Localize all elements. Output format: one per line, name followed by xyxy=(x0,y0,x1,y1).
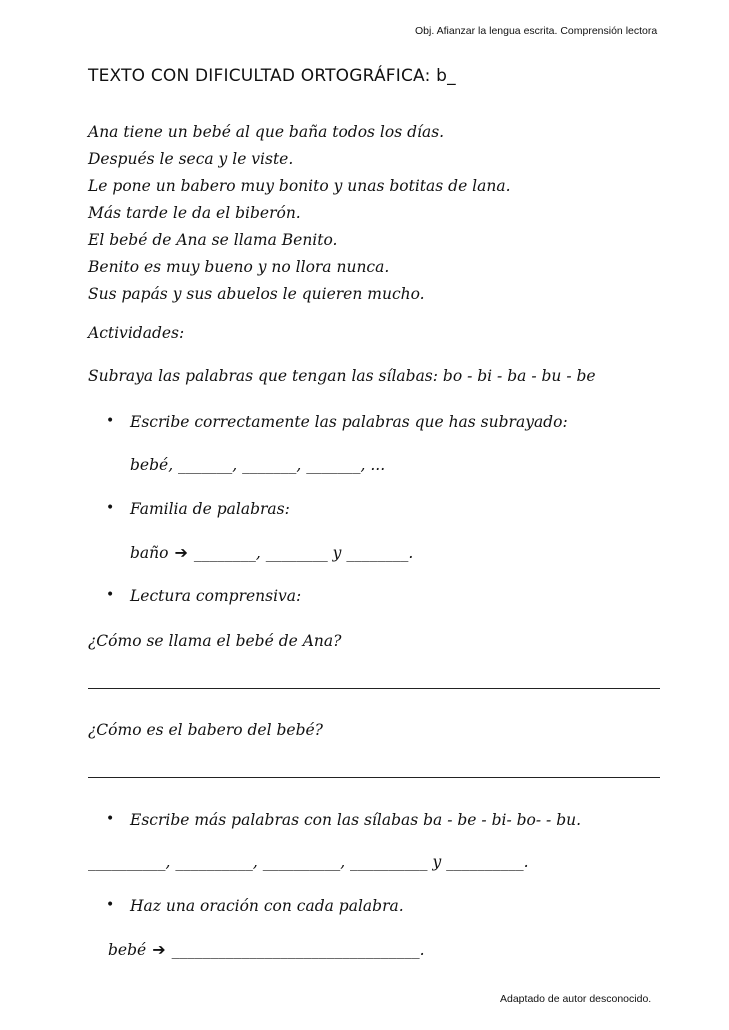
answer-line-2 xyxy=(88,777,660,778)
story-line: Ana tiene un bebé al que baña todos los días. xyxy=(88,123,445,141)
story-line: El bebé de Ana se llama Benito. xyxy=(88,231,338,249)
footer-credit: Adaptado de autor desconocido. xyxy=(500,993,652,1005)
answer-line-underlined-words: bebé, _______, _______, _______, ... xyxy=(130,456,386,474)
activities-heading: Actividades: xyxy=(88,324,185,342)
question-2: ¿Cómo es el babero del bebé? xyxy=(88,721,323,739)
header-objective: Obj. Afianzar la lengua escrita. Comprensión lectora xyxy=(415,25,658,37)
sentence-word: bebé xyxy=(108,941,147,959)
answer-line-1 xyxy=(88,688,660,689)
story-line: Más tarde le da el biberón. xyxy=(88,204,301,222)
sentence-row xyxy=(108,940,425,959)
bullet-make-sentence: • Haz una oración con cada palabra. xyxy=(130,897,404,915)
bullet-write-correctly: • Escribe correctamente las palabras que has subrayado: xyxy=(130,413,568,431)
word-family-row xyxy=(130,543,413,562)
underline-instruction: Subraya las palabras que tengan las sílabas: bo - bi - ba - bu - be xyxy=(88,367,596,385)
story-line: Le pone un babero muy bonito y unas botitas de lana. xyxy=(88,177,511,195)
story-line: Después le seca y le viste. xyxy=(88,150,294,168)
page-title: TEXTO CON DIFICULTAD ORTOGRÁFICA: b_ xyxy=(88,66,456,86)
word-family-answer: ________, ________ y ________. xyxy=(193,544,414,562)
word-family-base: baño xyxy=(130,544,169,562)
arrow-right-icon: ➔ xyxy=(152,940,166,959)
bullet-word-family: • Familia de palabras: xyxy=(130,500,290,518)
more-words-answer-line: __________, __________, __________, __________ y __________. xyxy=(88,853,529,871)
arrow-right-icon: ➔ xyxy=(174,543,188,562)
sentence-answer: ________________________________. xyxy=(171,941,425,959)
story-text xyxy=(88,119,511,308)
story-line: Benito es muy bueno y no llora nunca. xyxy=(88,258,390,276)
bullet-more-words: • Escribe más palabras con las sílabas ba - be - bi- bo- - bu. xyxy=(130,811,581,829)
bullet-reading-comprehension: • Lectura comprensiva: xyxy=(130,587,301,605)
question-1: ¿Cómo se llama el bebé de Ana? xyxy=(88,632,342,650)
story-line: Sus papás y sus abuelos le quieren mucho. xyxy=(88,285,425,303)
